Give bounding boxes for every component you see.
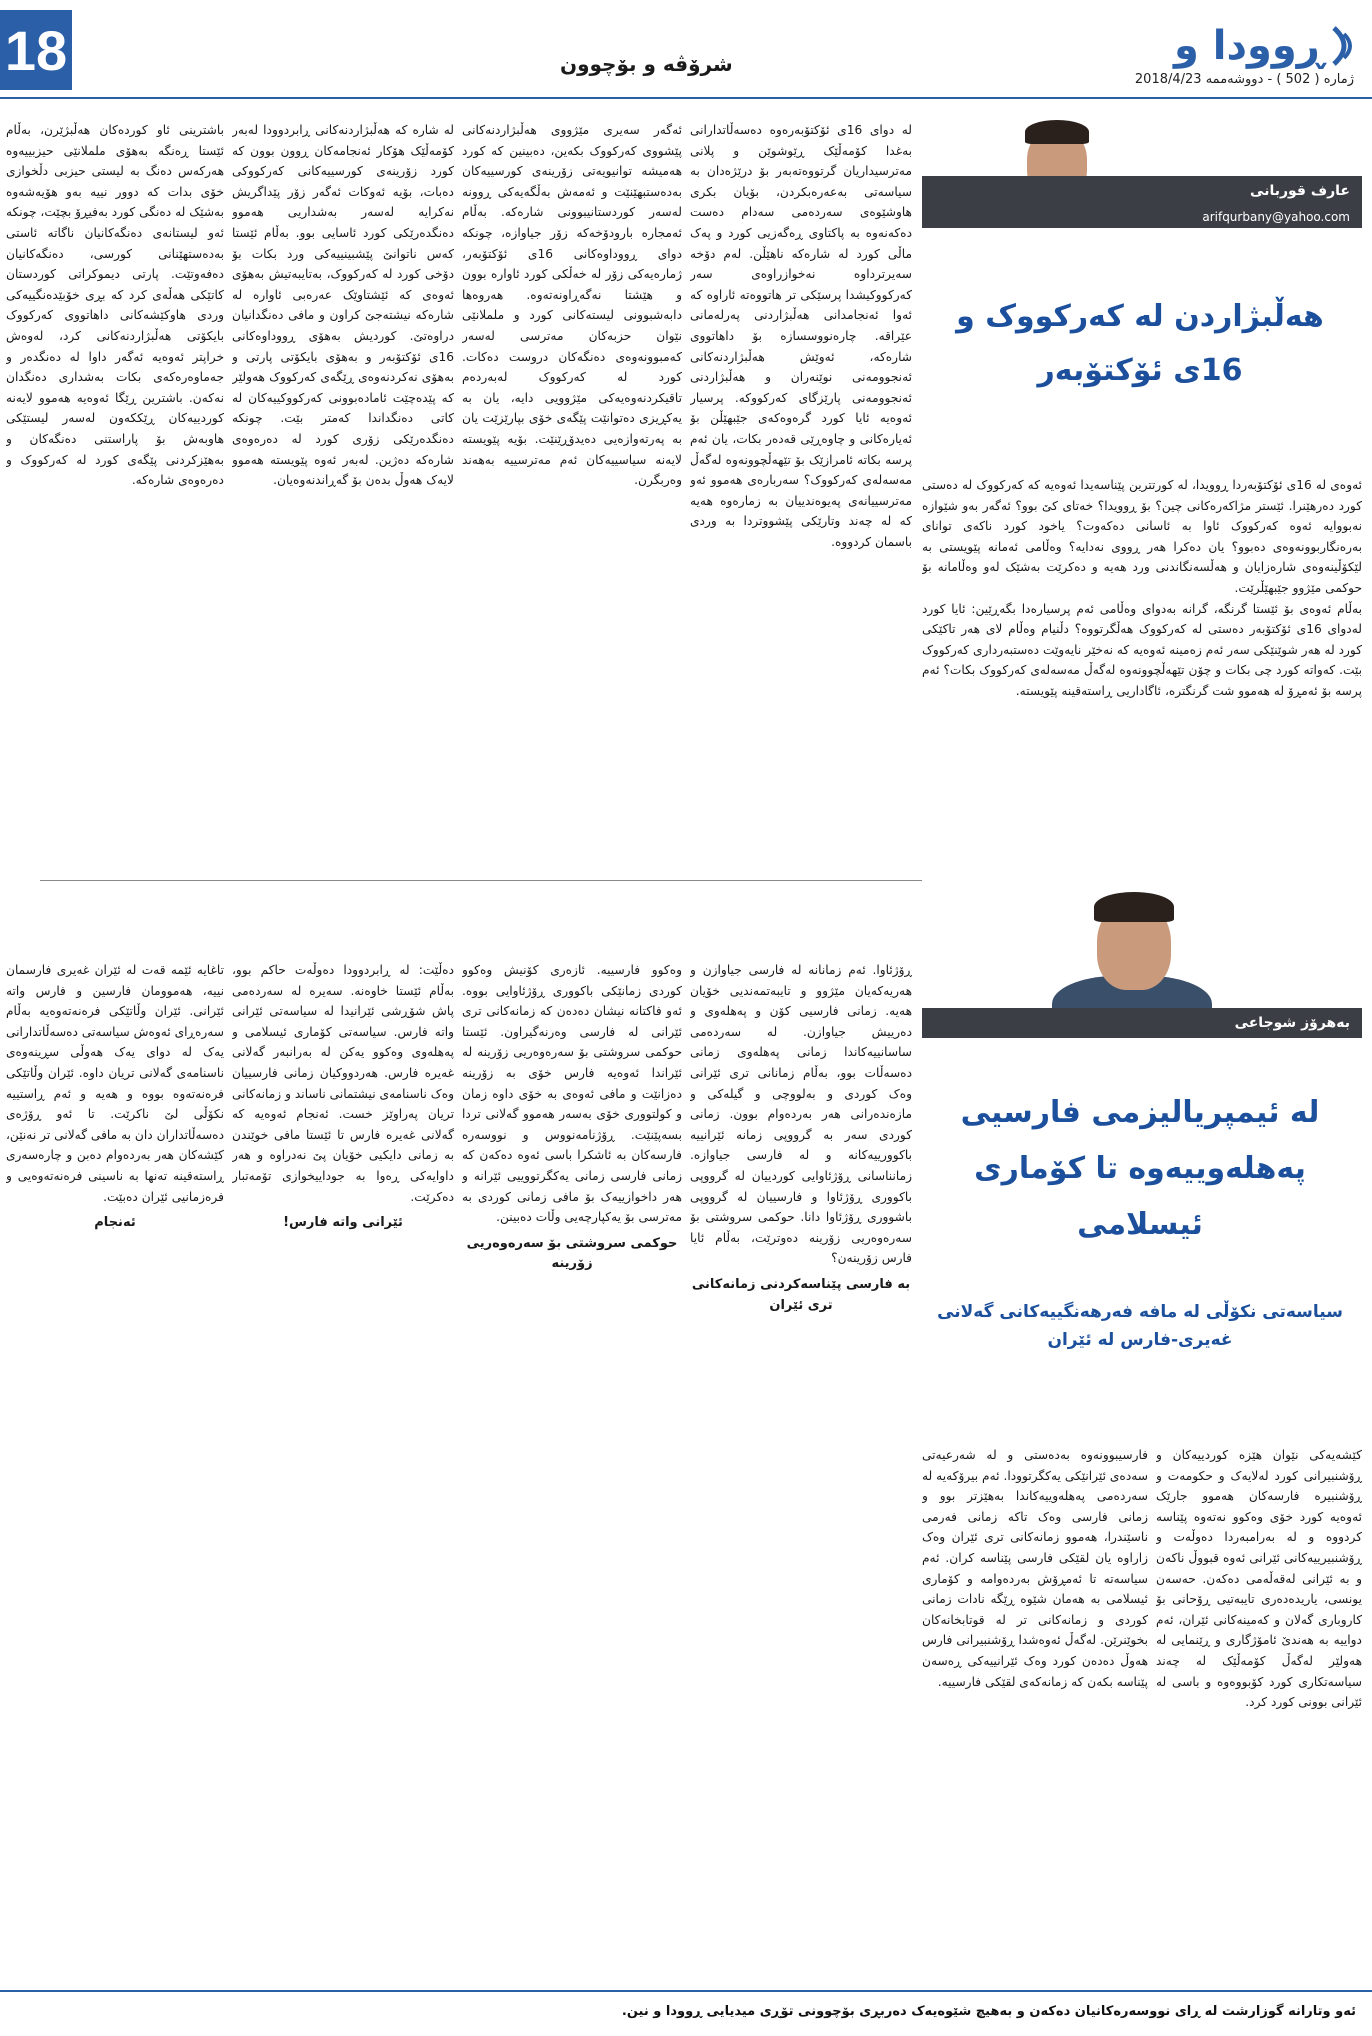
article-column [6,120,224,848]
paragraph: بەڵام ئەوەی بۆ ئێستا گرنگە، گرانە بەدوای وەڵامی ئەم پرسیارەدا بگەڕێین: ئایا کورد لەدوای 16ی ئۆکتۆبەر دەستی لە کەرکووک هەڵگرتووە؟ دڵنیام وەڵام لای هەر تاکێکی کورد لە هەر شوێنێکی سەر ئەم زەمینە ئەوەیە کە نەخێر نایەوێت دەستبەرداری کەرکووک بێت. کەواتە کورد چی بکات و چۆن تێهەڵچوونەوە لەگەڵ مەسەلەی کەرکووک بکات؟ ئەم پرسە بۆ ئەمڕۆ لە هەموو شت گرنگترە، ئاگاداریی ڕاستەقینە پێویستە. [922,601,1362,698]
article-title: لە ئیمپریالیزمی فارسیی پەهلەوییەوە تا کۆماری ئیسلامی [960,1095,1320,1242]
section-subheading: بە فارسی پێناسەکردنی زمانەکانی تری ئێران [691,1276,911,1313]
paragraph: باشترینی ئاو کوردەکان هەڵبژێرن، بەڵام ئێستا ڕەنگە بەهۆی ململانێی حیزبییەوە هەرکەس دەنگ بە لیستی حیزبی دڵخوازی خۆی بدات کە دوور نییە بەو هۆیەشەوە بەشێک لە دەنگی کورد بەفیڕۆ بچێت، چونکە ئەو لیستانەی دەنگەکانیان ناگاتە ئاستی بەدەستهێنانی کورسی، دەنگەکانیان دەفەوتێت. پارتی دیموکراتی کوردستان کاتێکی هەڵەی کرد کە بڕی خۆبێدەنگییەکی وردی هاوکێشەکانی داهاتووی کەرکووک بایکۆتی هەڵبژاردنەکانی کرد، لەوەش خراپتر ئەوەیە ئەگەر داوا لە دەنگدەر و جەماوەرەکەی بکات بەشداری دەنگدان نەکەن. باشترین ڕێگا ئەوەیە هەموو لایەنە کوردییەکان ڕێککەون لەسەر لیستێکی هاوبەش بۆ پاراستنی دەنگەکان و بەهێزکردنی پێگەی کورد لە کەرکووک و دەرەوەی شارەکە. [6,123,224,488]
paragraph: لە شارە کە هەڵبژاردنەکانی ڕابردوودا لەبەر کۆمەڵێک هۆکار ئەنجامەکان ڕوون بوون کە کورد زۆرینەی کورسییەکانی کەرکووکی دەبات، بۆیە ئەوکات ئەگەر زۆر پێداگریش نەکرایە لەسەر بەشداریی هەموو دەنگدەرێکی کورد ئاسایی بوو. بەڵام ئێستا کەس ناتوانێ پێشبینییەکی ورد بکات بۆ دۆخی کورد لە کەرکووک، بەتایبەتیش بەهۆی ئەوەی کە ئێشتاوێک عەرەبی ئاوارە لە شارەکە نیشتەجێ کراون و مافی دەنگدانیان دراوەتێ. کوردیش بەهۆی ڕووداوەکانی 16ی ئۆکتۆبەر و بەهۆی بایکۆتی پارتی و بەهۆی نەکردنەوەی ڕێگەی کەرکووک هەولێر کە پێدەچێت ئامادەبوونی کەرکووکییەکان لە کاتی دەنگداندا کەمتر بێت. چونکە دەنگدەرێکی زۆری کورد لە دەرەوەی شارەکە دەژین. لەبەر ئەوە پێویستە هەموو لایەک هەوڵ بدەن بۆ گەڕاندنەوەیان. [232,123,454,488]
article-column [462,120,682,848]
header-rule [0,97,1372,99]
paragraph: وەکوو فارسییە. ئازەری کۆنیش وەکوو کوردی زمانێکی باکووری ڕۆژئاوایی بووە. ئەو فاکتانە نیشان دەدەن کە زمانەکانی تری ئێرانی لە فارسی وەرنەگیراون. ئێستا حوکمی سروشتی بۆ سەرەوەریی زۆرینە لە ئێراندا ئەوەیە فارس خۆی بە زۆرینە دەزانێت و مافی ئەوەی بە خۆی داوە زمان و کولتووری خۆی بەسەر هەموو گەلانی تردا بسەپێنێت. ڕۆژنامەنووس و نووسەرە فارسەکان بە ئاشکرا باسی ئەوە دەکەن کە زمانی فارسی زمانی یەکگرتووییی ئێرانە و هەر داخوازییەک بۆ مافی زمانی کوردی بە مەترسی بۆ یەکپارچەیی وڵات دەبینن. [462,963,682,1225]
article-column [690,120,912,848]
article-column [232,960,454,1985]
issue-info: ژمارە ( 502 ) - دووشەممە 2018/4/23 [1134,72,1354,87]
brand-logo-text: ڕوودا و [1174,23,1324,69]
article-column [462,960,682,1985]
author-name: بەهرۆز شوجاعی [922,1008,1362,1038]
paragraph: تاغایە ئێمە قەت لە ئێران غەیری فارسمان نییە، هەموومان فارسین و فارس واتە ئێرانی. ئێران وڵاتێکی فرەنەتەوەیە بەڵام سەرەڕای ئەوەش سیاسەتی دەسەڵاتدارانی یەک لە دوای یەک هەوڵی سڕینەوەی ناسنامەی گەلانی تریان داوە. ئێران وڵاتێکی فرەنەتەوە بووە و هەیە و ئەم ڕاستییە نکۆڵی لێ ناکرێت. تا ئەو ڕۆژەی دەسەڵاتداران دان بە مافی گەلانی تر نەنێن، کێشەکان هەر بەردەوام دەبن و چارەسەری ڕاستەقینە تەنها بە ناسینی فرەنەتەوەیی و فرەزمانیی ئێران دەبێت. [6,963,224,1204]
section-subheading: حوکمی سروشتی بۆ سەرەوەریی زۆرینە [466,1235,678,1272]
article-lead-column [922,475,1362,845]
section-title: شرۆڤە و بۆچوون [560,52,733,76]
paragraph: ئەگەر سەیری مێژووی هەڵبژاردنەکانی پێشووی کەرکووک بکەین، دەبینین کە کورد هەمیشە توانیویەتی زۆرینەی کورسییەکان بەدەستبهێنێت و ئەمەش بەڵگەیەکی ڕوونە لەسەر کوردستانیبوونی شارەکە. بەڵام ئەمجارە بارودۆخەکە زۆر جیاوازە، چونکە دوای ڕووداوەکانی 16ی ئۆکتۆبەر، ژمارەیەکی زۆر لە خەڵکی کورد ئاوارە بوون و هێشتا نەگەڕاونەتەوە. هەروەها دابەشبوونی لیستەکانی کورد و ململانێی نێوان حزبەکان مەترسی لەسەر کەمبوونەوەی دەنگەکان دروست دەکات. کورد لە کەرکووک لەبەردەم تاقیکردنەوەیەکی مێژوویی دایە، یان بە یەکڕیزی دەتوانێت پێگەی خۆی بپارێزێت یان بە پەرتەوازەیی دەیدۆڕێنێت. بۆیە پێویستە لایەنە سیاسییەکان ئەم مەترسییە بەهەند وەربگرن. [462,123,682,488]
paragraph: کێشەیەکی نێوان هێزە کوردییەکان و ڕۆشنبیرانی کورد لەلایەک و حکومەت و ڕۆشنبیرە فارسەکان هەموو جارێک ئەوەیە کورد خۆی وەکوو نەتەوە پێناسە کردووە و لە بەرامبەردا دەوڵەت و ڕۆشنبیرییەکانی ئێرانی ئەوە قبووڵ ناکەن و بە ئێرانی لەقەڵەمی دەکەن. حەسەن یونسی، یاریدەدەری تایبەتیی ڕۆحانی بۆ کاروباری گەلان و کەمینەکانی ئێران، ئەم دواییە بە هەندێ ئامۆژگاری و ڕێنمایی لە هەولێر لەگەڵ کۆمەڵێک لە چەند سیاسەتکاری کورد کۆبووەوە و باسی لە ئێرانی بوونی کورد کرد. [1156,1448,1362,1710]
article-column [1156,1445,1362,1985]
article-title: هەڵبژاردن لە کەرکووک و 16ی ئۆکتۆبەر [956,299,1324,388]
broadcast-icon [1330,24,1358,68]
article-column [6,960,224,1985]
paragraph: دەڵێت: لە ڕابردوودا دەوڵەت حاکم بوو، بەڵام ئێستا خاوەنە. سەیرە لە سەردەمی پاش شۆڕشی ئێرانیدا لە سیاسەتی ئێرانی واتە فارس. سیاسەتی کۆماری ئیسلامی و پەهلەوی وەکوو یەکن لە بەرانبەر گەلانی غەیرە فارس. هەردووکیان زمانی فارسییان وەک ناسنامەی نیشتمانی ناساند و زمانەکانی تریان پەراوێز خست. ئەنجام ئەوەیە کە گەلانی غەیرە فارس تا ئێستا مافی خوێندن بە زمانی دایکیی خۆیان پێ نەدراوە و هەر داوایەکی ڕەوا بە جوداییخوازی تۆمەتبار دەکرێت. [232,963,454,1204]
page-number: 18 [0,10,72,90]
paragraph: ڕۆژئاوا. ئەم زمانانە لە فارسی جیاوازن و هەریەکەیان مێژوو و تایبەتمەندیی خۆیان هەیە. زمانی فارسیی کۆن و پەهلەوی و دەرییش جیاوازن. لە سەردەمی ساسانییەکاندا زمانی پەهلەوی زمانی دەسەڵات بوو، بەڵام زمانانی تری ئێرانی وەک کوردی و بەلووچی و گیلەکی و مازەندەرانی هەر بەردەوام بوون. زمانی کوردی سەر بە گرووپی زمانە ئێرانییە باکوورییەکانە و لە فارسی جیاوازە. زمانناسانی ڕۆژئاوایی کوردییان لە گرووپی باکووری ڕۆژئاوا و فارسییان لە گرووپی باشووری ڕۆژئاوا دانا. حوکمی سروشتی بۆ سەرەوەریی زۆرینە دەوترێت، بەڵام ئایا فارس زۆرینەن؟ [690,963,912,1266]
section-subheading: ئێرانی واتە فارس! [283,1215,403,1231]
paragraph: فارسیبوونەوە بەدەستی و لە شەرعیەتی سەدەی ئێرانێکی یەکگرتوودا. ئەم بیرۆکەیە لە سەردەمی پەهلەوییەکاندا بەهێزتر بوو و زمانی فارسی وەک تاکە زمانی فەرمی ناسێندرا، هەموو زمانەکانی تری ئێران وەک زاراوە یان لقێکی فارسی پێناسە کران. ئەم سیاسەتە تا ئەمڕۆش بەردەوامە و کۆماری ئیسلامی بە هەمان شێوە ڕێگە نادات زمانی کوردی و زمانەکانی تر لە قوتابخانەکان بخوێنرێن. لەگەڵ ئەوەشدا ڕۆشنبیرانی فارس هەوڵ دەدەن کورد وەک ئێرانییەکی ڕەسەن پێناسە بکەن کە زمانەکەی لقێکی فارسییە. [922,1448,1148,1689]
article-column [922,1445,1148,1985]
paragraph: لە دوای 16ی ئۆکتۆبەرەوە دەسەڵاتدارانی بەغدا کۆمەڵێک ڕێوشوێن و پلانی مەترسیداریان گرتووەتەبەر بۆ درێژەدان بە سیاسەتی بەعەرەبکردن، بۆیان بکری هاوشێوەی سەردەمی سەدام دەست دەکەنەوە بە پاکتاوی ڕەگەزیی کورد و پەک ماڵی کورد لە شارەکە ناهێڵن. لەم دۆخە سەیرترداوە نەخوازراوەی سەر کەرکووکیشدا پرسێکی تر هاتووەتە ئاراوە کە ئەوا ئەنجامدانی هەڵبژاردنی پەرلەمانی عێراقە. چارەنووسسازە بۆ داهاتووی شارەکە، ئەوێش هەڵبژاردنەکانی ئەنجوومەنی نوێنەران و هەڵبژاردنی ئەنجوومەنی پارێزگای کەرکووکە. پرسیار ئەوەیە ئایا کورد گرەوەکەی جێبهێڵن بۆ ئەیارەکانی و چاوەڕێی قەدەر بکات، یان ئەم پرسە بکاتە ئامرازێک بۆ تێهەڵچوونەوە لەگەڵ مەسەلەی کەرکووک؟ سەربارەی هەموو ئەو مەترسییانەی پەیوەندییان بە زمارەوە هەیە کە لە چەند وتارێکی پێشووتردا بە وردی باسمان کردووە. [690,123,912,549]
section-subheading: ئەنجام [94,1215,136,1231]
article-subtitle: سیاسەتی نکۆڵی لە مافە فەرهەنگییەکانی گەلانی غەیری-فارس لە ئێران [937,1302,1343,1350]
paragraph: ئەوەی لە 16ی ئۆکتۆبەردا ڕوویدا، لە کورتترین پێناسەیدا ئەوەیە کە کەرکووک لە دەستی کورد دەرهێنرا. ئێستر مژاکەرەکانی چین؟ بۆ ڕوویدا؟ خەتای کێ بوو؟ ئەگەر بەو شێوازە نەبووایە ئەوە کەرکووک ئاوا بە ئاسانی دەکەوت؟ یاخود کورد ناکەی توانای بەرەنگاربوونەوەی دەبوو؟ یان دەکرا هەر ڕووی نەدایە؟ وەڵامی ئەمانە پێویستی بە لێکۆڵینەوەی شارەزایان و هەڵسەنگاندنی ورد هەیە و دەکرێت بەشێک لەو وەڵامانە بۆ حوکمی مێژوو جێبهێڵرێت. [922,478,1362,595]
author-email[interactable]: arifqurbany@yahoo.com [922,206,1362,228]
article-column [232,120,454,848]
article-column [690,960,912,1985]
author-name: عارف قوربانی [922,176,1362,206]
brand-logo [1174,16,1354,76]
disclaimer: ئەو وتارانە گوزارشت لە ڕای نووسەرەکانیان دەکەن و بەهیچ شێوەیەک دەربڕی بۆچوونی تۆڕی میدیایی ڕوودا و نین. [621,2004,1356,2019]
